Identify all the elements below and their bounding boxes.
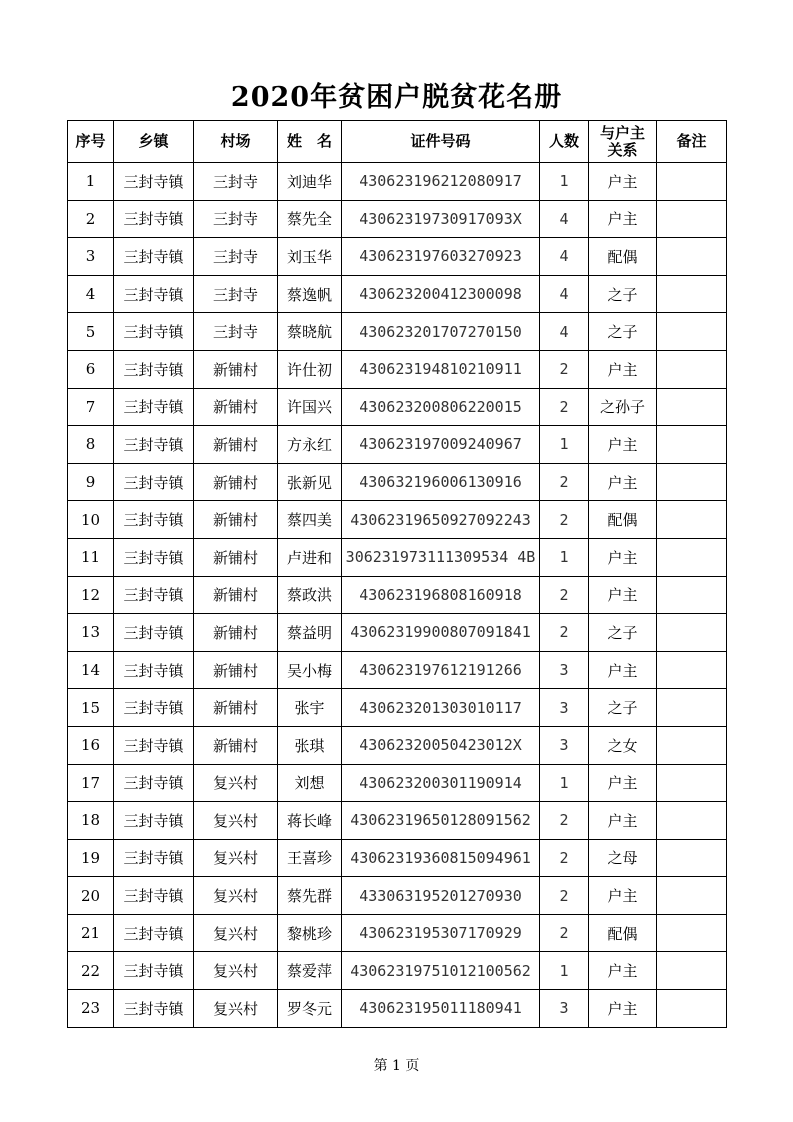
cell-id: 430623197009240967 xyxy=(342,426,540,464)
cell-remark xyxy=(657,726,727,764)
cell-index: 11 xyxy=(68,538,114,576)
cell-index: 20 xyxy=(68,877,114,915)
cell-village: 三封寺 xyxy=(194,275,278,313)
cell-name: 吴小梅 xyxy=(278,651,342,689)
cell-relation: 配偶 xyxy=(589,501,657,539)
roster-body xyxy=(68,163,727,1028)
cell-village: 新铺村 xyxy=(194,501,278,539)
cell-village: 新铺村 xyxy=(194,614,278,652)
cell-id: 43062319650927092243 xyxy=(342,501,540,539)
cell-remark xyxy=(657,764,727,802)
cell-name: 蒋长峰 xyxy=(278,802,342,840)
cell-name: 蔡逸帆 xyxy=(278,275,342,313)
cell-id: 43062320050423012X xyxy=(342,726,540,764)
cell-name: 刘迪华 xyxy=(278,163,342,201)
cell-index: 13 xyxy=(68,614,114,652)
cell-town: 三封寺镇 xyxy=(114,275,194,313)
cell-village: 复兴村 xyxy=(194,877,278,915)
cell-index: 5 xyxy=(68,313,114,351)
cell-id: 433063195201270930 xyxy=(342,877,540,915)
cell-remark xyxy=(657,651,727,689)
cell-index: 23 xyxy=(68,990,114,1028)
cell-index: 7 xyxy=(68,388,114,426)
table-row xyxy=(68,726,727,764)
cell-town: 三封寺镇 xyxy=(114,576,194,614)
cell-town: 三封寺镇 xyxy=(114,350,194,388)
cell-count: 1 xyxy=(540,538,589,576)
cell-town: 三封寺镇 xyxy=(114,689,194,727)
table-row xyxy=(68,350,727,388)
cell-index: 6 xyxy=(68,350,114,388)
cell-relation: 之子 xyxy=(589,275,657,313)
cell-id: 430623195307170929 xyxy=(342,914,540,952)
cell-relation: 户主 xyxy=(589,877,657,915)
cell-remark xyxy=(657,614,727,652)
cell-id: 430623197603270923 xyxy=(342,238,540,276)
cell-town: 三封寺镇 xyxy=(114,952,194,990)
table-row xyxy=(68,313,727,351)
cell-id: 43062319751012100562 xyxy=(342,952,540,990)
cell-village: 复兴村 xyxy=(194,990,278,1028)
header-count: 人数 xyxy=(540,121,589,163)
cell-count: 1 xyxy=(540,952,589,990)
cell-village: 新铺村 xyxy=(194,689,278,727)
cell-index: 2 xyxy=(68,200,114,238)
cell-name: 黎桃珍 xyxy=(278,914,342,952)
cell-id: 43062319360815094961 xyxy=(342,839,540,877)
cell-id: 430623196212080917 xyxy=(342,163,540,201)
cell-relation: 之子 xyxy=(589,313,657,351)
cell-relation: 之子 xyxy=(589,614,657,652)
cell-index: 1 xyxy=(68,163,114,201)
cell-remark xyxy=(657,501,727,539)
cell-id: 430623197612191266 xyxy=(342,651,540,689)
cell-count: 4 xyxy=(540,313,589,351)
cell-count: 2 xyxy=(540,576,589,614)
table-row xyxy=(68,764,727,802)
cell-name: 罗冬元 xyxy=(278,990,342,1028)
cell-village: 三封寺 xyxy=(194,313,278,351)
cell-name: 蔡晓航 xyxy=(278,313,342,351)
header-remark: 备注 xyxy=(657,121,727,163)
cell-name: 卢进和 xyxy=(278,538,342,576)
table-row xyxy=(68,538,727,576)
cell-town: 三封寺镇 xyxy=(114,990,194,1028)
header-name: 姓 名 xyxy=(278,121,342,163)
cell-id: 43062319730917093X xyxy=(342,200,540,238)
cell-count: 3 xyxy=(540,689,589,727)
cell-relation: 之女 xyxy=(589,726,657,764)
roster-table xyxy=(67,120,727,1028)
cell-count: 2 xyxy=(540,388,589,426)
cell-relation: 户主 xyxy=(589,200,657,238)
cell-relation: 户主 xyxy=(589,163,657,201)
cell-name: 张新见 xyxy=(278,463,342,501)
cell-relation: 户主 xyxy=(589,538,657,576)
cell-count: 2 xyxy=(540,614,589,652)
cell-count: 2 xyxy=(540,463,589,501)
cell-remark xyxy=(657,914,727,952)
table-row xyxy=(68,952,727,990)
cell-id: 430623196808160918 xyxy=(342,576,540,614)
cell-remark xyxy=(657,802,727,840)
cell-remark xyxy=(657,238,727,276)
header-row xyxy=(68,121,727,163)
cell-remark xyxy=(657,952,727,990)
page-number: 第 1 页 xyxy=(373,1058,420,1074)
cell-town: 三封寺镇 xyxy=(114,839,194,877)
cell-remark xyxy=(657,200,727,238)
cell-name: 蔡益明 xyxy=(278,614,342,652)
cell-town: 三封寺镇 xyxy=(114,426,194,464)
cell-village: 复兴村 xyxy=(194,914,278,952)
cell-town: 三封寺镇 xyxy=(114,388,194,426)
cell-index: 22 xyxy=(68,952,114,990)
table-row xyxy=(68,839,727,877)
cell-relation: 户主 xyxy=(589,651,657,689)
cell-count: 2 xyxy=(540,839,589,877)
cell-count: 3 xyxy=(540,651,589,689)
table-row xyxy=(68,501,727,539)
cell-remark xyxy=(657,426,727,464)
cell-id: 430623200806220015 xyxy=(342,388,540,426)
cell-town: 三封寺镇 xyxy=(114,163,194,201)
cell-name: 蔡政洪 xyxy=(278,576,342,614)
cell-town: 三封寺镇 xyxy=(114,802,194,840)
cell-index: 18 xyxy=(68,802,114,840)
cell-remark xyxy=(657,388,727,426)
cell-relation: 之孙子 xyxy=(589,388,657,426)
cell-index: 10 xyxy=(68,501,114,539)
cell-count: 2 xyxy=(540,802,589,840)
cell-town: 三封寺镇 xyxy=(114,914,194,952)
table-row xyxy=(68,614,727,652)
cell-relation: 户主 xyxy=(589,463,657,501)
cell-town: 三封寺镇 xyxy=(114,200,194,238)
header-town: 乡镇 xyxy=(114,121,194,163)
cell-relation: 户主 xyxy=(589,990,657,1028)
cell-town: 三封寺镇 xyxy=(114,313,194,351)
cell-id: 43062319650128091562 xyxy=(342,802,540,840)
cell-id: 430623201707270150 xyxy=(342,313,540,351)
cell-remark xyxy=(657,689,727,727)
table-row xyxy=(68,200,727,238)
header-village: 村场 xyxy=(194,121,278,163)
cell-count: 4 xyxy=(540,238,589,276)
cell-name: 蔡爱萍 xyxy=(278,952,342,990)
cell-name: 蔡先全 xyxy=(278,200,342,238)
cell-id: 43062319900807091841 xyxy=(342,614,540,652)
cell-town: 三封寺镇 xyxy=(114,463,194,501)
table-row xyxy=(68,802,727,840)
cell-name: 蔡先群 xyxy=(278,877,342,915)
cell-village: 复兴村 xyxy=(194,839,278,877)
cell-name: 王喜珍 xyxy=(278,839,342,877)
cell-town: 三封寺镇 xyxy=(114,501,194,539)
cell-village: 新铺村 xyxy=(194,726,278,764)
cell-remark xyxy=(657,576,727,614)
cell-remark xyxy=(657,538,727,576)
cell-id: 306231973111309534 4B xyxy=(342,538,540,576)
table-row xyxy=(68,388,727,426)
cell-village: 新铺村 xyxy=(194,463,278,501)
cell-remark xyxy=(657,275,727,313)
cell-remark xyxy=(657,877,727,915)
cell-count: 3 xyxy=(540,990,589,1028)
cell-count: 4 xyxy=(540,200,589,238)
cell-relation: 户主 xyxy=(589,350,657,388)
cell-id: 430623195011180941 xyxy=(342,990,540,1028)
cell-count: 1 xyxy=(540,163,589,201)
table-row xyxy=(68,275,727,313)
cell-relation: 户主 xyxy=(589,764,657,802)
cell-village: 复兴村 xyxy=(194,802,278,840)
table-row xyxy=(68,426,727,464)
cell-remark xyxy=(657,839,727,877)
cell-relation: 之子 xyxy=(589,689,657,727)
cell-village: 新铺村 xyxy=(194,651,278,689)
cell-count: 2 xyxy=(540,877,589,915)
cell-village: 三封寺 xyxy=(194,163,278,201)
cell-index: 8 xyxy=(68,426,114,464)
cell-count: 4 xyxy=(540,275,589,313)
cell-village: 新铺村 xyxy=(194,538,278,576)
cell-village: 新铺村 xyxy=(194,350,278,388)
cell-index: 12 xyxy=(68,576,114,614)
cell-index: 9 xyxy=(68,463,114,501)
table-row xyxy=(68,238,727,276)
cell-name: 刘玉华 xyxy=(278,238,342,276)
header-relation: 与户主关系 xyxy=(589,121,657,163)
cell-index: 21 xyxy=(68,914,114,952)
cell-id: 430623200412300098 xyxy=(342,275,540,313)
cell-count: 3 xyxy=(540,726,589,764)
cell-count: 2 xyxy=(540,350,589,388)
cell-village: 新铺村 xyxy=(194,426,278,464)
cell-id: 430632196006130916 xyxy=(342,463,540,501)
cell-count: 1 xyxy=(540,426,589,464)
table-row xyxy=(68,914,727,952)
cell-count: 2 xyxy=(540,914,589,952)
cell-name: 张琪 xyxy=(278,726,342,764)
cell-remark xyxy=(657,463,727,501)
cell-village: 新铺村 xyxy=(194,388,278,426)
cell-town: 三封寺镇 xyxy=(114,726,194,764)
cell-town: 三封寺镇 xyxy=(114,764,194,802)
cell-relation: 户主 xyxy=(589,426,657,464)
header-index: 序号 xyxy=(68,121,114,163)
cell-name: 许仕初 xyxy=(278,350,342,388)
table-row xyxy=(68,651,727,689)
cell-town: 三封寺镇 xyxy=(114,238,194,276)
cell-relation: 配偶 xyxy=(589,238,657,276)
cell-name: 刘想 xyxy=(278,764,342,802)
cell-relation: 户主 xyxy=(589,952,657,990)
table-row xyxy=(68,689,727,727)
table-row xyxy=(68,576,727,614)
cell-relation: 户主 xyxy=(589,802,657,840)
table-row xyxy=(68,463,727,501)
cell-remark xyxy=(657,163,727,201)
cell-remark xyxy=(657,313,727,351)
header-id: 证件号码 xyxy=(342,121,540,163)
cell-name: 蔡四美 xyxy=(278,501,342,539)
cell-town: 三封寺镇 xyxy=(114,614,194,652)
cell-town: 三封寺镇 xyxy=(114,538,194,576)
cell-remark xyxy=(657,350,727,388)
cell-index: 19 xyxy=(68,839,114,877)
cell-id: 430623194810210911 xyxy=(342,350,540,388)
cell-index: 4 xyxy=(68,275,114,313)
cell-id: 430623201303010117 xyxy=(342,689,540,727)
cell-town: 三封寺镇 xyxy=(114,651,194,689)
cell-village: 新铺村 xyxy=(194,576,278,614)
cell-count: 2 xyxy=(540,501,589,539)
cell-village: 复兴村 xyxy=(194,764,278,802)
cell-village: 三封寺 xyxy=(194,200,278,238)
table-row xyxy=(68,163,727,201)
cell-town: 三封寺镇 xyxy=(114,877,194,915)
cell-relation: 之母 xyxy=(589,839,657,877)
cell-remark xyxy=(657,990,727,1028)
cell-name: 张宇 xyxy=(278,689,342,727)
cell-relation: 配偶 xyxy=(589,914,657,952)
cell-index: 14 xyxy=(68,651,114,689)
cell-relation: 户主 xyxy=(589,576,657,614)
cell-id: 430623200301190914 xyxy=(342,764,540,802)
cell-name: 方永红 xyxy=(278,426,342,464)
cell-index: 3 xyxy=(68,238,114,276)
document-title: 2020年贫困户脱贫花名册 xyxy=(230,82,563,113)
table-row xyxy=(68,990,727,1028)
cell-name: 许国兴 xyxy=(278,388,342,426)
cell-village: 复兴村 xyxy=(194,952,278,990)
table-row xyxy=(68,877,727,915)
cell-index: 16 xyxy=(68,726,114,764)
cell-village: 三封寺 xyxy=(194,238,278,276)
cell-index: 15 xyxy=(68,689,114,727)
cell-index: 17 xyxy=(68,764,114,802)
cell-count: 1 xyxy=(540,764,589,802)
